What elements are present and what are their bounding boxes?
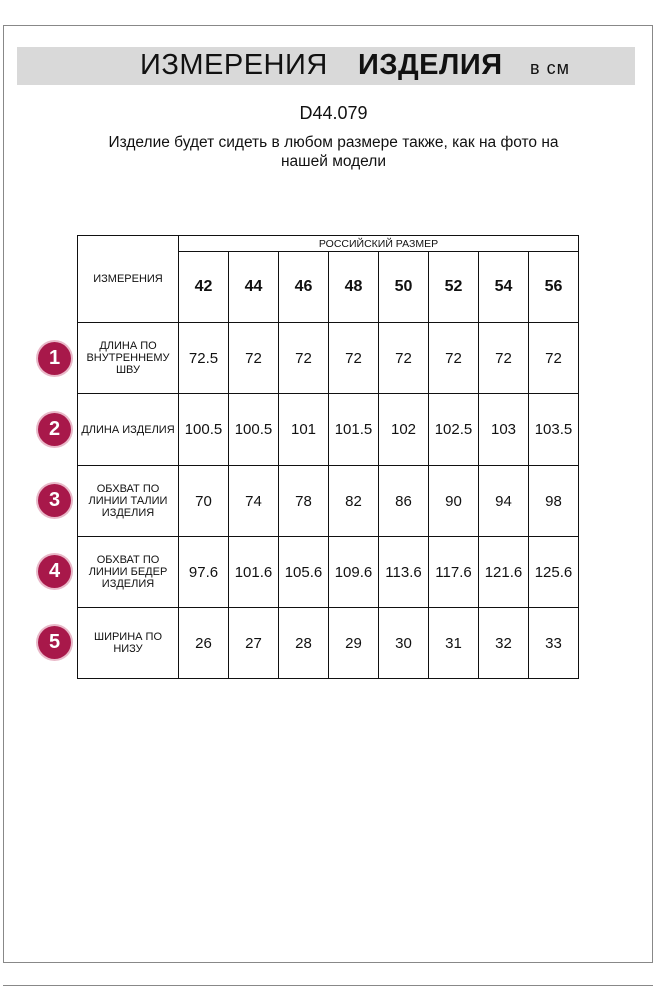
table-cell: 101 xyxy=(279,394,329,466)
table-cell: 72 xyxy=(529,323,579,394)
row-number-badge: 1 xyxy=(38,342,71,375)
table-cell: 33 xyxy=(529,608,579,679)
table-cell: 27 xyxy=(229,608,279,679)
title-product: ИЗДЕЛИЯ xyxy=(358,49,503,81)
table-cell: 105.6 xyxy=(279,537,329,608)
table-cell: 90 xyxy=(429,466,479,537)
table-row xyxy=(78,537,579,608)
table-cell: 72 xyxy=(229,323,279,394)
russian-size-header: РОССИЙСКИЙ РАЗМЕР xyxy=(179,236,579,252)
table-cell: 86 xyxy=(379,466,429,537)
table-cell: 102.5 xyxy=(429,394,479,466)
table-cell: 102 xyxy=(379,394,429,466)
row-number-badge: 2 xyxy=(38,413,71,446)
table-cell: 94 xyxy=(479,466,529,537)
size-table xyxy=(77,235,579,679)
size-header: 50 xyxy=(379,252,429,323)
row-label: ШИРИНА ПО НИЗУ xyxy=(78,608,179,679)
table-cell: 72 xyxy=(279,323,329,394)
table-cell: 82 xyxy=(329,466,379,537)
table-cell: 98 xyxy=(529,466,579,537)
table-row xyxy=(78,394,579,466)
table-cell: 78 xyxy=(279,466,329,537)
article-number: D44.079 xyxy=(299,103,368,123)
table-row xyxy=(78,466,579,537)
size-header: 44 xyxy=(229,252,279,323)
table-cell: 97.6 xyxy=(179,537,229,608)
row-label: ДЛИНА ПО ВНУТРЕННЕМУ ШВУ xyxy=(78,323,179,394)
table-cell: 32 xyxy=(479,608,529,679)
table-cell: 31 xyxy=(429,608,479,679)
table-cell: 74 xyxy=(229,466,279,537)
table-cell: 28 xyxy=(279,608,329,679)
size-header: 46 xyxy=(279,252,329,323)
row-label: ДЛИНА ИЗДЕЛИЯ xyxy=(78,394,179,466)
table-cell: 72 xyxy=(379,323,429,394)
row-label: ОБХВАТ ПО ЛИНИИ БЕДЕР ИЗДЕЛИЯ xyxy=(78,537,179,608)
table-cell: 72 xyxy=(479,323,529,394)
measurement-header: ИЗМЕРЕНИЯ xyxy=(78,236,179,323)
size-header: 48 xyxy=(329,252,379,323)
size-header: 52 xyxy=(429,252,479,323)
table-cell: 100.5 xyxy=(179,394,229,466)
table-cell: 72.5 xyxy=(179,323,229,394)
table-cell: 117.6 xyxy=(429,537,479,608)
table-cell: 30 xyxy=(379,608,429,679)
table-cell: 121.6 xyxy=(479,537,529,608)
size-header: 54 xyxy=(479,252,529,323)
table-row xyxy=(78,608,579,679)
table-cell: 103.5 xyxy=(529,394,579,466)
size-header: 56 xyxy=(529,252,579,323)
table-cell: 26 xyxy=(179,608,229,679)
size-header: 42 xyxy=(179,252,229,323)
table-cell: 101.6 xyxy=(229,537,279,608)
title-measurements: ИЗМЕРЕНИЯ xyxy=(140,49,328,81)
table-cell: 100.5 xyxy=(229,394,279,466)
table-cell: 70 xyxy=(179,466,229,537)
fit-note: Изделие будет сидеть в любом размере также, как на фото на нашей модели xyxy=(108,134,559,170)
table-cell: 113.6 xyxy=(379,537,429,608)
bottom-divider xyxy=(3,985,653,986)
table-cell: 125.6 xyxy=(529,537,579,608)
row-number-badge: 3 xyxy=(38,484,71,517)
table-cell: 72 xyxy=(329,323,379,394)
row-number-badge: 5 xyxy=(38,626,71,659)
table-header-row xyxy=(78,236,579,252)
table-cell: 72 xyxy=(429,323,479,394)
table-cell: 109.6 xyxy=(329,537,379,608)
table-row xyxy=(78,323,579,394)
table-cell: 103 xyxy=(479,394,529,466)
row-number-badge: 4 xyxy=(38,555,71,588)
title-unit: в см xyxy=(530,58,570,78)
row-label: ОБХВАТ ПО ЛИНИИ ТАЛИИ ИЗДЕЛИЯ xyxy=(78,466,179,537)
table-cell: 29 xyxy=(329,608,379,679)
table-cell: 101.5 xyxy=(329,394,379,466)
